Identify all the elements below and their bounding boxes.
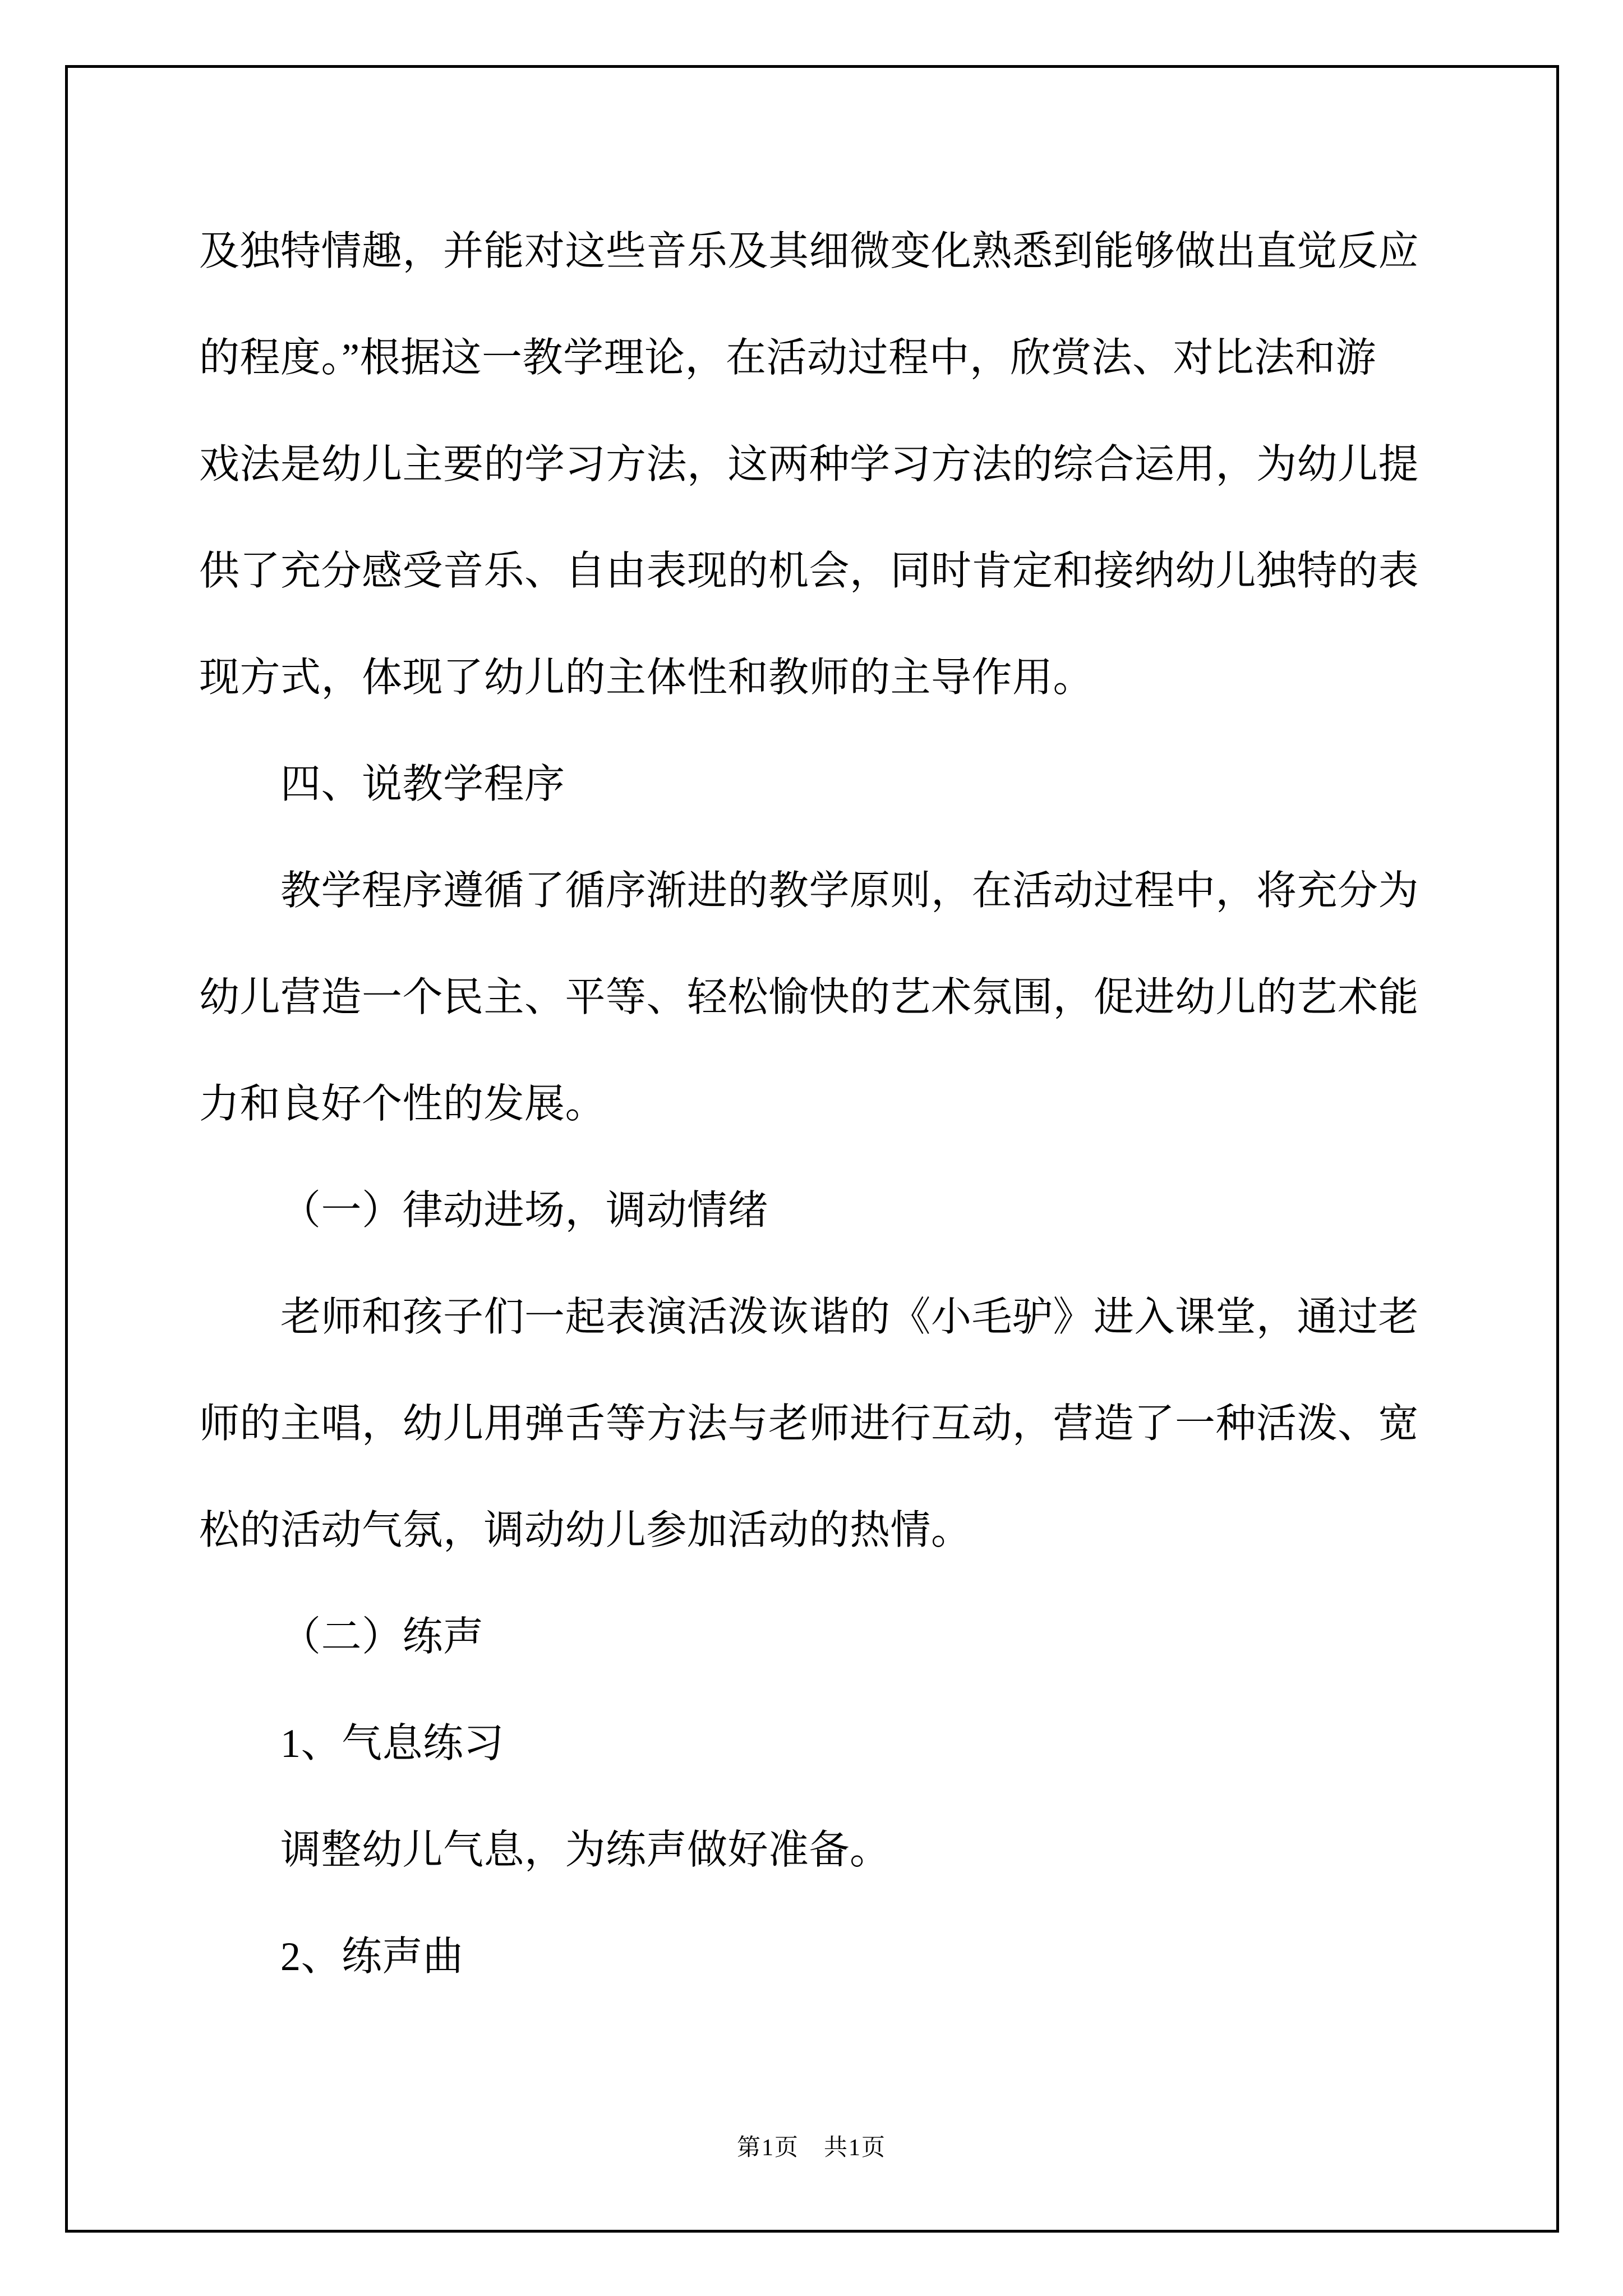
page-footer xyxy=(0,2129,1623,2162)
text-line: 供了充分感受音乐、自由表现的机会，同时肯定和接纳幼儿独特的表 xyxy=(199,549,1419,593)
list-item-heading: 2、练声曲 xyxy=(280,1934,464,1979)
section-heading: 四、说教学程序 xyxy=(280,762,565,807)
text-line: 力和良好个性的发展。 xyxy=(199,1082,606,1126)
document-body-text xyxy=(199,198,1422,2010)
page-number-label: 第1页 共1页 xyxy=(736,2135,886,2161)
subsection-heading: （二）练声 xyxy=(280,1614,484,1659)
text-line: 戏法是幼儿主要的学习方法，这两种学习方法的综合运用，为幼儿提 xyxy=(199,442,1419,487)
text-line: 调整幼儿气息，为练声做好准备。 xyxy=(280,1828,891,1872)
text-line: 现方式，体现了幼儿的主体性和教师的主导作用。 xyxy=(199,655,1094,700)
text-line: 松的活动气氛，调动幼儿参加活动的热情。 xyxy=(199,1508,972,1553)
list-item-heading: 1、气息练习 xyxy=(280,1721,505,1766)
text-line: 幼儿营造一个民主、平等、轻松愉快的艺术氛围，促进幼儿的艺术能 xyxy=(199,975,1419,1020)
text-line: 及独特情趣，并能对这些音乐及其细微变化熟悉到能够做出直觉反应 xyxy=(199,229,1419,274)
text-line: 老师和孩子们一起表演活泼诙谐的《小毛驴》进入课堂，通过老 xyxy=(280,1295,1419,1340)
text-line: 的程度。”根据这一教学理论，在活动过程中，欣赏法、对比法和游 xyxy=(199,335,1376,380)
text-line: 师的主唱，幼儿用弹舌等方法与老师进行互动，营造了一种活泼、宽 xyxy=(199,1401,1419,1446)
subsection-heading: （一）律动进场，调动情绪 xyxy=(280,1188,769,1233)
text-line: 教学程序遵循了循序渐进的教学原则，在活动过程中，将充分为 xyxy=(280,868,1419,913)
